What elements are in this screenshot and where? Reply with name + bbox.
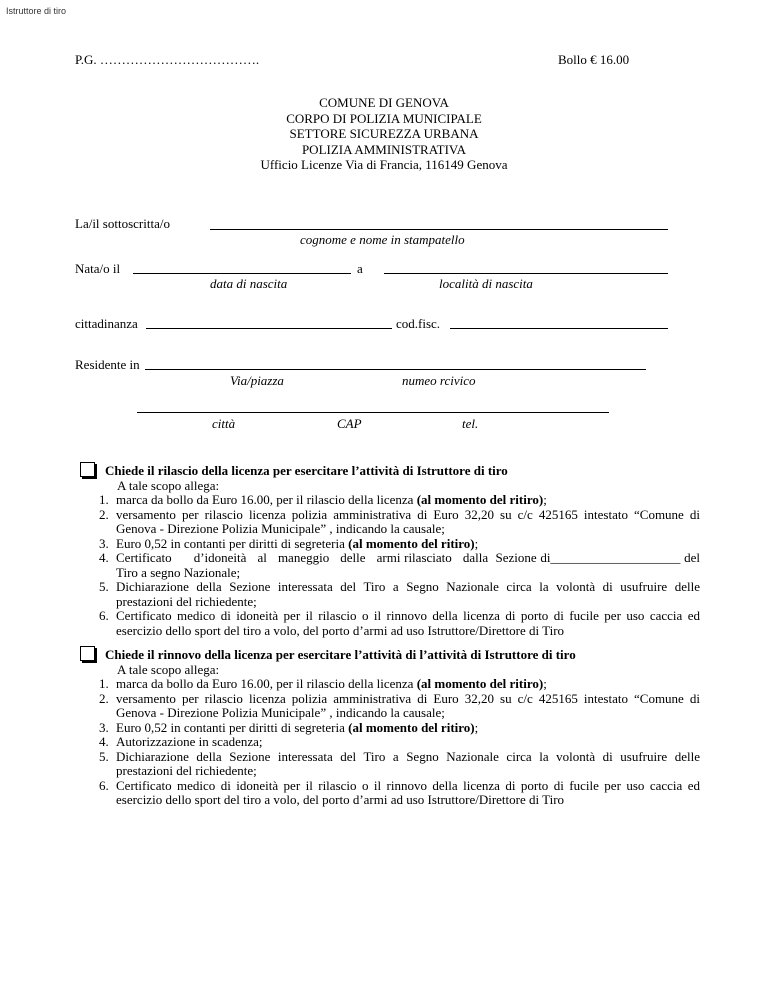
list-item: 2. versamento per rilascio licenza polizia amministrativa di Euro 32,20 su c/c 425165 intestato “Comune di Genova - Direzione Polizia Municipale” , indicando la causale; (112, 692, 700, 721)
rinnovo-intro: A tale scopo allega: (117, 661, 220, 677)
address-field[interactable] (145, 369, 646, 370)
document-header-label: Istruttore di tiro (6, 6, 67, 16)
cittadinanza-label: cittadinanza (75, 316, 138, 331)
list-item: 2. versamento per rilascio licenza polizia amministrativa di Euro 32,20 su c/c 425165 intestato “Comune di Genova - Direzione Polizia Municipale” , indicando la causale; (112, 508, 700, 537)
section-rilascio (80, 462, 704, 638)
list-item: 5. Dichiarazione della Sezione interessata del Tiro a Segno Nazionale circa la volontà di usufruire delle prestazioni del richiedente; (112, 750, 700, 779)
tel-hint: tel. (462, 416, 479, 431)
rilascio-option[interactable] (102, 462, 700, 479)
section-rinnovo (80, 646, 700, 808)
rinnovo-option[interactable] (102, 646, 700, 663)
rilascio-checkbox[interactable] (80, 462, 95, 477)
nato-label: Nata/o il (75, 261, 121, 276)
cittadinanza-field[interactable] (146, 328, 392, 329)
codfisc-label: cod.fisc. (396, 316, 441, 331)
rilascio-title: Chiede il rilascio della licenza per esercitare l’attività di Istruttore di tiro (105, 463, 508, 478)
office-line: COMUNE DI GENOVA (319, 95, 449, 110)
bollo-label: Bollo € 16.00 (558, 52, 630, 67)
list-item: 6. Certificato medico di idoneità per il rilascio o il rinnovo della licenza di porto di fucile per uso caccia ed esercizio dello sport del tiro a volo, del porto d’armi ad uso Istruttore/Direttore di Tiro (112, 609, 700, 638)
rinnovo-list (80, 677, 700, 808)
birth-date-field[interactable] (133, 273, 351, 274)
a-label: a (357, 261, 363, 276)
sottoscritta-label: La/il sottoscritta/o (75, 216, 170, 231)
name-hint: cognome e nome in stampatello (300, 232, 465, 247)
office-line: POLIZIA AMMINISTRATIVA (301, 141, 467, 157)
list-item: 5. Dichiarazione della Sezione interessata del Tiro a Segno Nazionale circa la volontà di usufruire delle prestazioni del richiedente; (112, 580, 700, 609)
birth-place-hint: località di nascita (439, 276, 533, 291)
rinnovo-checkbox[interactable] (80, 646, 95, 661)
residente-label: Residente in (75, 357, 140, 372)
birth-date-hint: data di nascita (210, 276, 288, 291)
via-hint: Via/piazza (230, 373, 284, 388)
pg-field[interactable]: P.G. ………………………………. (75, 52, 260, 67)
list-item: 3. Euro 0,52 in contanti per diritti di segreteria (al momento del ritiro); (112, 721, 700, 736)
name-field[interactable] (210, 229, 668, 230)
cap-hint: CAP (337, 416, 362, 431)
list-item: 3. Euro 0,52 in contanti per diritti di segreteria (al momento del ritiro); (112, 537, 700, 552)
rilascio-intro: A tale scopo allega: (117, 477, 220, 493)
citta-hint: città (212, 416, 236, 431)
list-item: 4. Certificato d’idoneità al maneggio delle armi rilasciato dalla Sezione di____________________ del Tiro a segno Nazionale; (112, 551, 700, 580)
rilascio-list (80, 492, 704, 638)
birth-place-field[interactable] (384, 273, 668, 274)
codfisc-field[interactable] (450, 328, 668, 329)
list-item: 1. marca da bollo da Euro 16.00, per il rilascio della licenza (al momento del ritiro); (112, 677, 700, 692)
city-cap-tel-field[interactable] (137, 412, 609, 413)
list-item: 6. Certificato medico di idoneità per il rilascio o il rinnovo della licenza di porto di fucile per uso caccia ed esercizio dello sport del tiro a volo, del porto d’armi ad uso Istruttore/Direttore di Tiro (112, 779, 700, 808)
list-item: 4. Autorizzazione in scadenza; (112, 735, 700, 750)
office-line: SETTORE SICUREZZA URBANA (289, 126, 479, 141)
office-block (184, 95, 584, 173)
office-line: CORPO DI POLIZIA MUNICIPALE (286, 110, 482, 126)
rinnovo-title: Chiede il rinnovo della licenza per esercitare l’attività di l’attività di Istruttore di tiro (105, 647, 576, 662)
office-line: Ufficio Licenze Via di Francia, 116149 Genova (260, 157, 508, 172)
numero-hint: numeo rcivico (402, 373, 476, 388)
list-item: 1. marca da bollo da Euro 16.00, per il rilascio della licenza (al momento del ritiro); (112, 493, 700, 508)
